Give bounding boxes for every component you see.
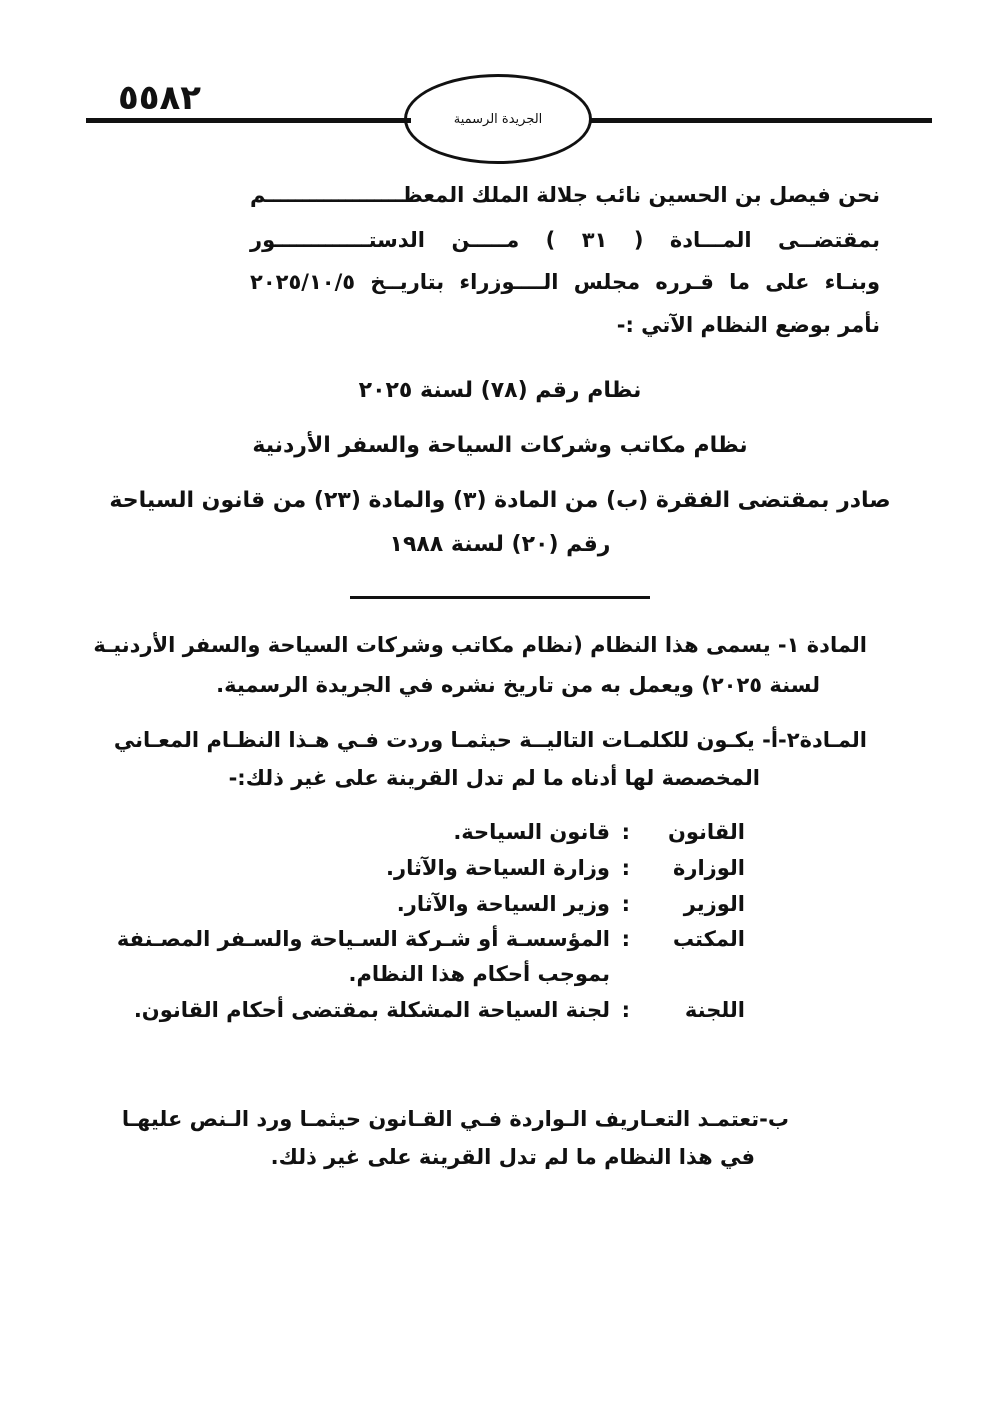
- definition-row: [0, 892, 1000, 922]
- definition-text: وزير السياحة والآثار.: [396, 892, 610, 916]
- header-rule-right: [590, 118, 932, 123]
- preamble-line-3: وبنـاء على ما قـرره مجلس الــــوزراء بتاريــخ ٢٠٢٥/١٠/٥: [250, 270, 880, 294]
- definition-row: [0, 927, 1000, 957]
- regulation-title: نظام مكاتب وشركات السياحة والسفر الأردنية: [252, 433, 748, 458]
- regulation-basis-line-1: صادر بمقتضى الفقرة (ب) من المادة (٣) والمادة (٢٣) من قانون السياحة: [109, 488, 891, 513]
- title-divider: [350, 596, 650, 599]
- definition-row: [0, 856, 1000, 886]
- definition-term: الوزارة: [672, 856, 745, 880]
- definition-row: [0, 820, 1000, 850]
- definition-text: وزارة السياحة والآثار.: [386, 856, 610, 880]
- page-number: ٥٥٨٢: [118, 78, 202, 118]
- gazette-title-oval: [404, 74, 592, 164]
- clause-b-line-2: في هذا النظام ما لم تدل القرينة على غير ذلك.: [270, 1145, 755, 1169]
- article-2-line-1: المـادة٢-أ- يكـون للكلمـات التاليــة حيثمـا وردت فـي هـذا النظـام المعـاني: [113, 728, 867, 752]
- article-1-line-2: لسنة ٢٠٢٥) ويعمل به من تاريخ نشره في الجريدة الرسمية.: [216, 673, 820, 697]
- preamble-line-2: بمقتضــى المـــادة ( ٣١ ) مـــــن الدستـــــــــــــور: [250, 228, 881, 252]
- definition-colon: :: [621, 820, 630, 844]
- definition-text: المؤسسـة أو شـركة السـياحة والسـفر المصـنفة: [116, 927, 610, 951]
- definition-term: الوزير: [683, 892, 745, 916]
- definition-text: قانون السياحة.: [453, 820, 610, 844]
- definition-term: اللجنة: [684, 998, 745, 1022]
- definition-colon: :: [621, 892, 630, 916]
- definition-term: المكتب: [672, 927, 745, 951]
- gazette-name: الجريدة الرسمية: [453, 111, 543, 127]
- regulation-basis-line-2: رقم (٢٠) لسنة ١٩٨٨: [389, 532, 611, 557]
- article-1-line-1: المادة ١- يسمى هذا النظام (نظام مكاتب وشركات السياحة والسفر الأردنيـة: [93, 633, 867, 657]
- definition-colon: :: [621, 927, 630, 951]
- definition-term: القانون: [667, 820, 745, 844]
- definition-row: [0, 998, 1000, 1028]
- header-rule-left: [86, 118, 411, 123]
- article-2-line-2: المخصصة لها أدناه ما لم تدل القرينة على غير ذلك:-: [228, 766, 760, 790]
- preamble-line-1: نحن فيصل بن الحسين نائب جلالة الملك المعظـــــــــــــــــــم: [250, 183, 880, 207]
- regulation-number: نظام رقم (٧٨) لسنة ٢٠٢٥: [358, 378, 642, 403]
- definition-colon: :: [621, 998, 630, 1022]
- preamble-line-4: نأمر بوضع النظام الآتي :-: [616, 313, 880, 337]
- definition-text-continuation: بموجب أحكام هذا النظام.: [348, 962, 610, 986]
- definition-colon: :: [621, 856, 630, 880]
- definition-text: لجنة السياحة المشكلة بمقتضى أحكام القانون.: [133, 998, 610, 1022]
- clause-b-line-1: ب-تعتمـد التعـاريف الـواردة فـي القـانون حيثمـا ورد الـنص عليهـا: [121, 1107, 789, 1131]
